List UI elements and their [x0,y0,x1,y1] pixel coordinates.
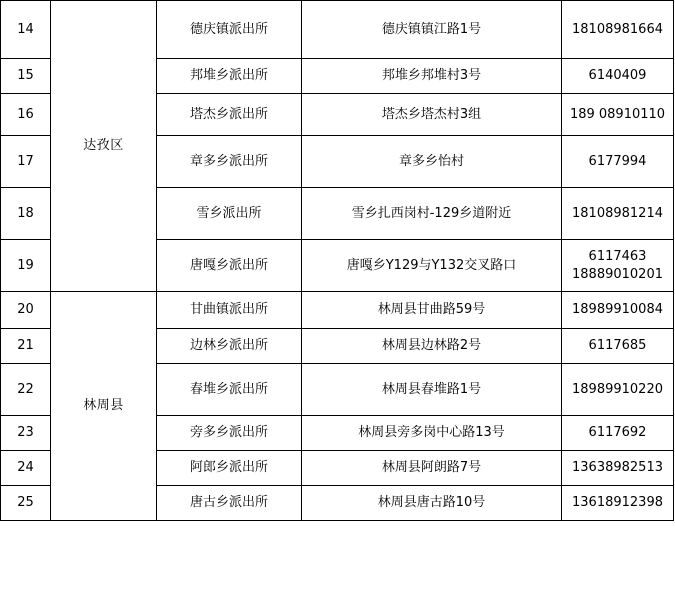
address-cell: 塔杰乡塔杰村3组 [302,94,562,136]
address-cell: 林周县旁多岗中心路13号 [302,416,562,451]
phone-number: 6140409 [588,68,647,84]
station-name-cell: 春堆乡派出所 [157,364,302,416]
address-cell: 德庆镇镇江路1号 [302,1,562,59]
address-cell: 林周县阿朗路7号 [302,451,562,486]
row-index-cell: 23 [1,416,51,451]
row-index-cell: 21 [1,329,51,364]
address-cell: 林周县甘曲路59号 [302,292,562,329]
address-cell: 林周县唐古路10号 [302,486,562,521]
phone-number: 18889010201 [572,266,663,282]
phone-cell [562,188,674,240]
row-index-cell: 22 [1,364,51,416]
address-cell: 林周县春堆路1号 [302,364,562,416]
phone-number: 6117463 [588,248,647,264]
district-cell: 达孜区 [51,1,157,292]
phone-number: 18108981214 [572,205,663,221]
address-cell: 雪乡扎西岗村-129乡道附近 [302,188,562,240]
table-row [1,292,674,329]
address-cell: 林周县边林路2号 [302,329,562,364]
row-index-cell: 17 [1,136,51,188]
phone-cell [562,1,674,59]
phone-cell [562,451,674,486]
phone-number: 18989910084 [572,302,663,318]
station-name-cell: 阿郎乡派出所 [157,451,302,486]
station-name-cell: 邦堆乡派出所 [157,59,302,94]
address-cell: 邦堆乡邦堆村3号 [302,59,562,94]
phone-number: 18108981664 [572,21,663,37]
district-cell: 林周县 [51,292,157,521]
row-index-cell: 14 [1,1,51,59]
station-name-cell: 塔杰乡派出所 [157,94,302,136]
row-index-cell: 15 [1,59,51,94]
station-name-cell: 雪乡派出所 [157,188,302,240]
row-index-cell: 24 [1,451,51,486]
row-index-cell: 20 [1,292,51,329]
phone-cell [562,486,674,521]
phone-number: 189 08910110 [569,106,666,122]
table-row [1,1,674,59]
address-cell: 唐嘎乡Y129与Y132交叉路口 [302,240,562,292]
station-name-cell: 甘曲镇派出所 [157,292,302,329]
phone-cell [562,329,674,364]
phone-cell [562,59,674,94]
phone-number: 13618912398 [572,495,663,511]
row-index-cell: 19 [1,240,51,292]
station-name-cell: 章多乡派出所 [157,136,302,188]
phone-number: 6117685 [588,338,647,354]
row-index-cell: 16 [1,94,51,136]
station-name-cell: 唐古乡派出所 [157,486,302,521]
phone-cell [562,136,674,188]
phone-number: 13638982513 [572,460,663,476]
phone-number: 6177994 [588,153,647,169]
address-cell: 章多乡怡村 [302,136,562,188]
station-name-cell: 旁多乡派出所 [157,416,302,451]
row-index-cell: 18 [1,188,51,240]
station-name-cell: 德庆镇派出所 [157,1,302,59]
station-name-cell: 唐嘎乡派出所 [157,240,302,292]
phone-cell [562,94,674,136]
row-index-cell: 25 [1,486,51,521]
station-name-cell: 边林乡派出所 [157,329,302,364]
phone-cell [562,292,674,329]
phone-cell [562,364,674,416]
phone-cell [562,416,674,451]
phone-number: 6117692 [588,425,647,441]
table-body [1,1,674,521]
phone-number: 18989910220 [572,381,663,397]
phone-cell [562,240,674,292]
